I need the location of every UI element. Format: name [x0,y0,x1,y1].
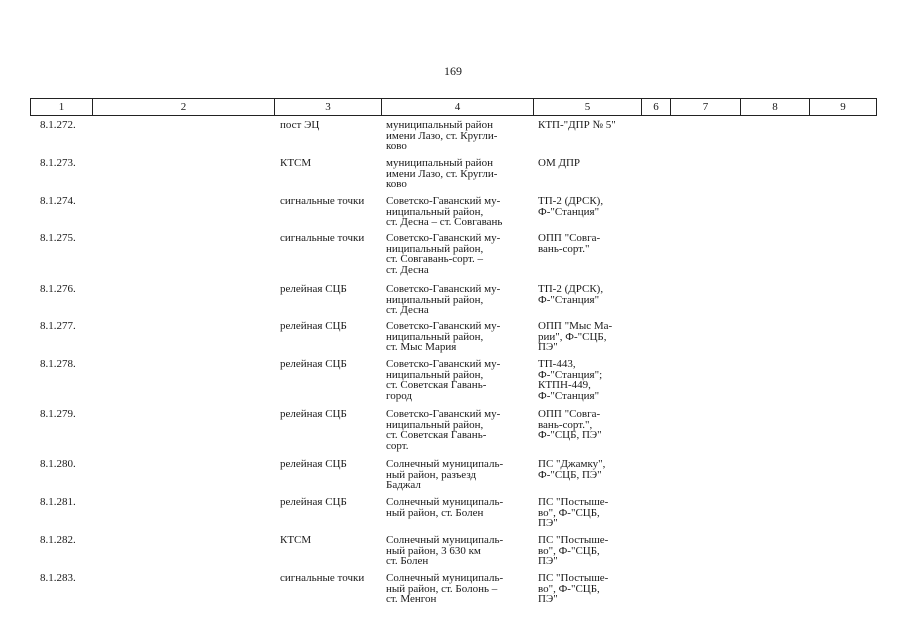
object-location: Солнечный муниципаль- ный район, ст. Болен [386,496,504,519]
object-name: релейная СЦБ [280,408,347,420]
row-number: 8.1.274. [40,195,76,207]
table-row [30,120,876,158]
power-source: ОПП "Совга- вань-сорт." [538,232,601,255]
table-row [30,359,876,409]
table-row [30,233,876,284]
row-number: 8.1.278. [40,358,76,370]
row-number: 8.1.281. [40,496,76,508]
row-number: 8.1.272. [40,119,76,131]
power-source: ПС "Постыше- во", Ф-"СЦБ, ПЭ" [538,496,609,529]
row-number: 8.1.277. [40,320,76,332]
object-location: муниципальный район имени Лазо, ст. Кругли- ково [386,157,498,190]
object-location: Советско-Гаванский му- ниципальный район, ст. Советская Гавань- город [386,358,501,402]
power-source: ТП-2 (ДРСК), Ф-"Станция" [538,283,604,306]
object-location: Солнечный муниципаль- ный район, разъезд Баджал [386,458,504,491]
row-number: 8.1.273. [40,157,76,169]
header-col-4: 4 [382,99,534,116]
table-row [30,158,876,196]
row-number: 8.1.280. [40,458,76,470]
object-location: Советско-Гаванский му- ниципальный район, ст. Советская Гавань- сорт. [386,408,501,452]
object-name: релейная СЦБ [280,283,347,295]
object-name: КТСМ [280,157,312,169]
header-col-1: 1 [31,99,93,116]
row-number: 8.1.275. [40,232,76,244]
power-source: ПС "Джамку", Ф-"СЦБ, ПЭ" [538,458,606,481]
object-name: сигнальные точки [280,572,365,584]
power-source: ТП-2 (ДРСК), Ф-"Станция" [538,195,604,218]
header-col-5: 5 [534,99,642,116]
object-name: релейная СЦБ [280,458,347,470]
row-number: 8.1.276. [40,283,76,295]
header-col-8: 8 [741,99,810,116]
table-row [30,497,876,535]
object-location: Советско-Гаванский му- ниципальный район, ст. Десна – ст. Совгавань [386,195,503,228]
object-name: сигнальные точки [280,195,365,207]
object-location: Советско-Гаванский му- ниципальный район, ст. Десна [386,283,501,316]
power-source: ОМ ДПР [538,157,581,169]
row-number: 8.1.279. [40,408,76,420]
table-row [30,459,876,497]
row-number: 8.1.282. [40,534,76,546]
object-location: Солнечный муниципаль- ный район, 3 630 км ст. Болен [386,534,504,567]
object-name: сигнальные точки [280,232,365,244]
header-col-6: 6 [642,99,671,116]
object-name: релейная СЦБ [280,358,347,370]
power-source: ОПП "Совга- вань-сорт.", Ф-"СЦБ, ПЭ" [538,408,602,441]
table-row [30,196,876,233]
object-location: Советско-Гаванский му- ниципальный район, ст. Мыс Мария [386,320,501,353]
object-name: КТСМ [280,534,312,546]
header-col-7: 7 [671,99,741,116]
power-source: ПС "Постыше- во", Ф-"СЦБ, ПЭ" [538,572,609,605]
column-number-header [30,98,877,116]
header-col-3: 3 [275,99,382,116]
table-row [30,409,876,459]
object-location: Солнечный муниципаль- ный район, ст. Болонь – ст. Менгон [386,572,504,605]
object-name: релейная СЦБ [280,320,347,332]
page-number: 169 [444,64,462,78]
object-name: пост ЭЦ [280,119,320,131]
table-body [30,120,876,611]
header-col-9: 9 [810,99,877,116]
table-row [30,573,876,611]
object-location: муниципальный район имени Лазо, ст. Кругли- ково [386,119,498,152]
row-number: 8.1.283. [40,572,76,584]
power-source: ТП-443, Ф-"Станция"; КТПН-449, Ф-"Станция" [538,358,603,402]
power-source: КТП-"ДПР № 5" [538,119,616,131]
object-name: релейная СЦБ [280,496,347,508]
table-row [30,321,876,359]
power-source: ПС "Постыше- во", Ф-"СЦБ, ПЭ" [538,534,609,567]
power-source: ОПП "Мыс Ма- рии", Ф-"СЦБ, ПЭ" [538,320,613,353]
header-col-2: 2 [93,99,275,116]
table-row [30,535,876,573]
object-location: Советско-Гаванский му- ниципальный район, ст. Совгавань-сорт. – ст. Десна [386,232,501,276]
table-row [30,284,876,321]
